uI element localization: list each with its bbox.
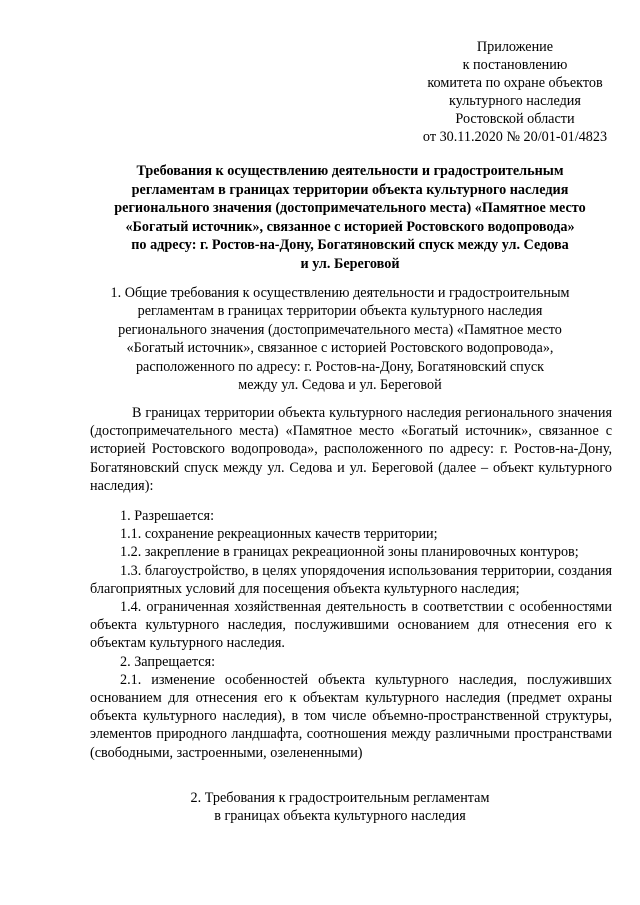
forbidden-item: 2.1. изменение особенностей объекта культурного наследия, послуживших основанием для отнесения его к объектам культурного наследия (предмет охраны объекта культурного наследия), в том числе объемно-пространственной структуры, элементов природного ландшафта, соотношения между различными пространствами (свободными, застроенными, озелененными): [90, 671, 612, 761]
appendix-line: культурного наследия: [449, 93, 581, 109]
allowed-item: 1.3. благоустройство, в целях упорядочения использования территории, создания благоприятных условий для посещения объекта культурного наследия;: [90, 562, 612, 597]
section-1-line: регламентам в границах территории объекта культурного наследия: [137, 303, 543, 320]
title-line: регламентам в границах территории объекта культурного наследия: [131, 181, 569, 198]
title-line: и ул. Береговой: [300, 255, 400, 272]
title-line: «Богатый источник», связанное с историей Ростовского водопровода»: [125, 218, 575, 235]
allowed-item: 1.4. ограниченная хозяйственная деятельность в соответствии с особенностями объекта культурного наследия, послужившими основанием для отнесения его к объектам культурного наследия.: [90, 599, 612, 652]
section-1-line: 1. Общие требования к осуществлению деятельности и градостроительным: [110, 285, 570, 301]
section-1-line: «Богатый источник», связанное с историей Ростовского водопровода»,: [126, 340, 554, 357]
title-line: по адресу: г. Ростов-на-Дону, Богатяновский спуск между ул. Седова: [131, 237, 569, 254]
rules-list: [90, 507, 612, 762]
appendix-line: Ростовской области: [455, 111, 575, 127]
section-1-line: расположенного по адресу: г. Ростов-на-Дону, Богатяновский спуск: [135, 358, 545, 375]
appendix-line: к постановлению: [462, 57, 568, 73]
document-title: [70, 162, 630, 274]
intro-paragraph: В границах территории объекта культурного наследия регионального значения (достопримечательного места) «Памятное место «Богатый источник», связанное с историей Ростовского водопровода», расположенного по адресу: г. Ростов-на-Дону, Богатяновский спуск между ул. Седова и ул. Береговой (далее – объект культурного наследия):: [90, 405, 612, 494]
section-2-heading: [70, 789, 610, 826]
section-1-line: регионального значения (достопримечательного места) «Памятное место: [118, 321, 562, 338]
allowed-item: 1.2. закрепление в границах рекреационной зоны планировочных контуров;: [120, 544, 579, 561]
title-line: Требования к осуществлению деятельности и градостроительным: [136, 163, 564, 179]
section-1-heading: [70, 284, 610, 394]
section-2-line: 2. Требования к градостроительным регламентам: [190, 790, 490, 806]
allowed-item: 1.1. сохранение рекреационных качеств территории;: [120, 526, 438, 543]
title-line: регионального значения (достопримечательного места) «Памятное место: [114, 200, 586, 217]
appendix-line: комитета по охране объектов: [427, 75, 603, 91]
forbidden-heading: 2. Запрещается:: [120, 653, 216, 670]
allowed-heading: 1. Разрешается:: [120, 508, 215, 524]
appendix-line: Приложение: [476, 39, 554, 55]
section-2-line: в границах объекта культурного наследия: [214, 808, 466, 825]
appendix-header: [395, 38, 635, 146]
appendix-line: от 30.11.2020 № 20/01-01/4823: [422, 129, 608, 145]
section-1-line: между ул. Седова и ул. Береговой: [238, 377, 442, 394]
